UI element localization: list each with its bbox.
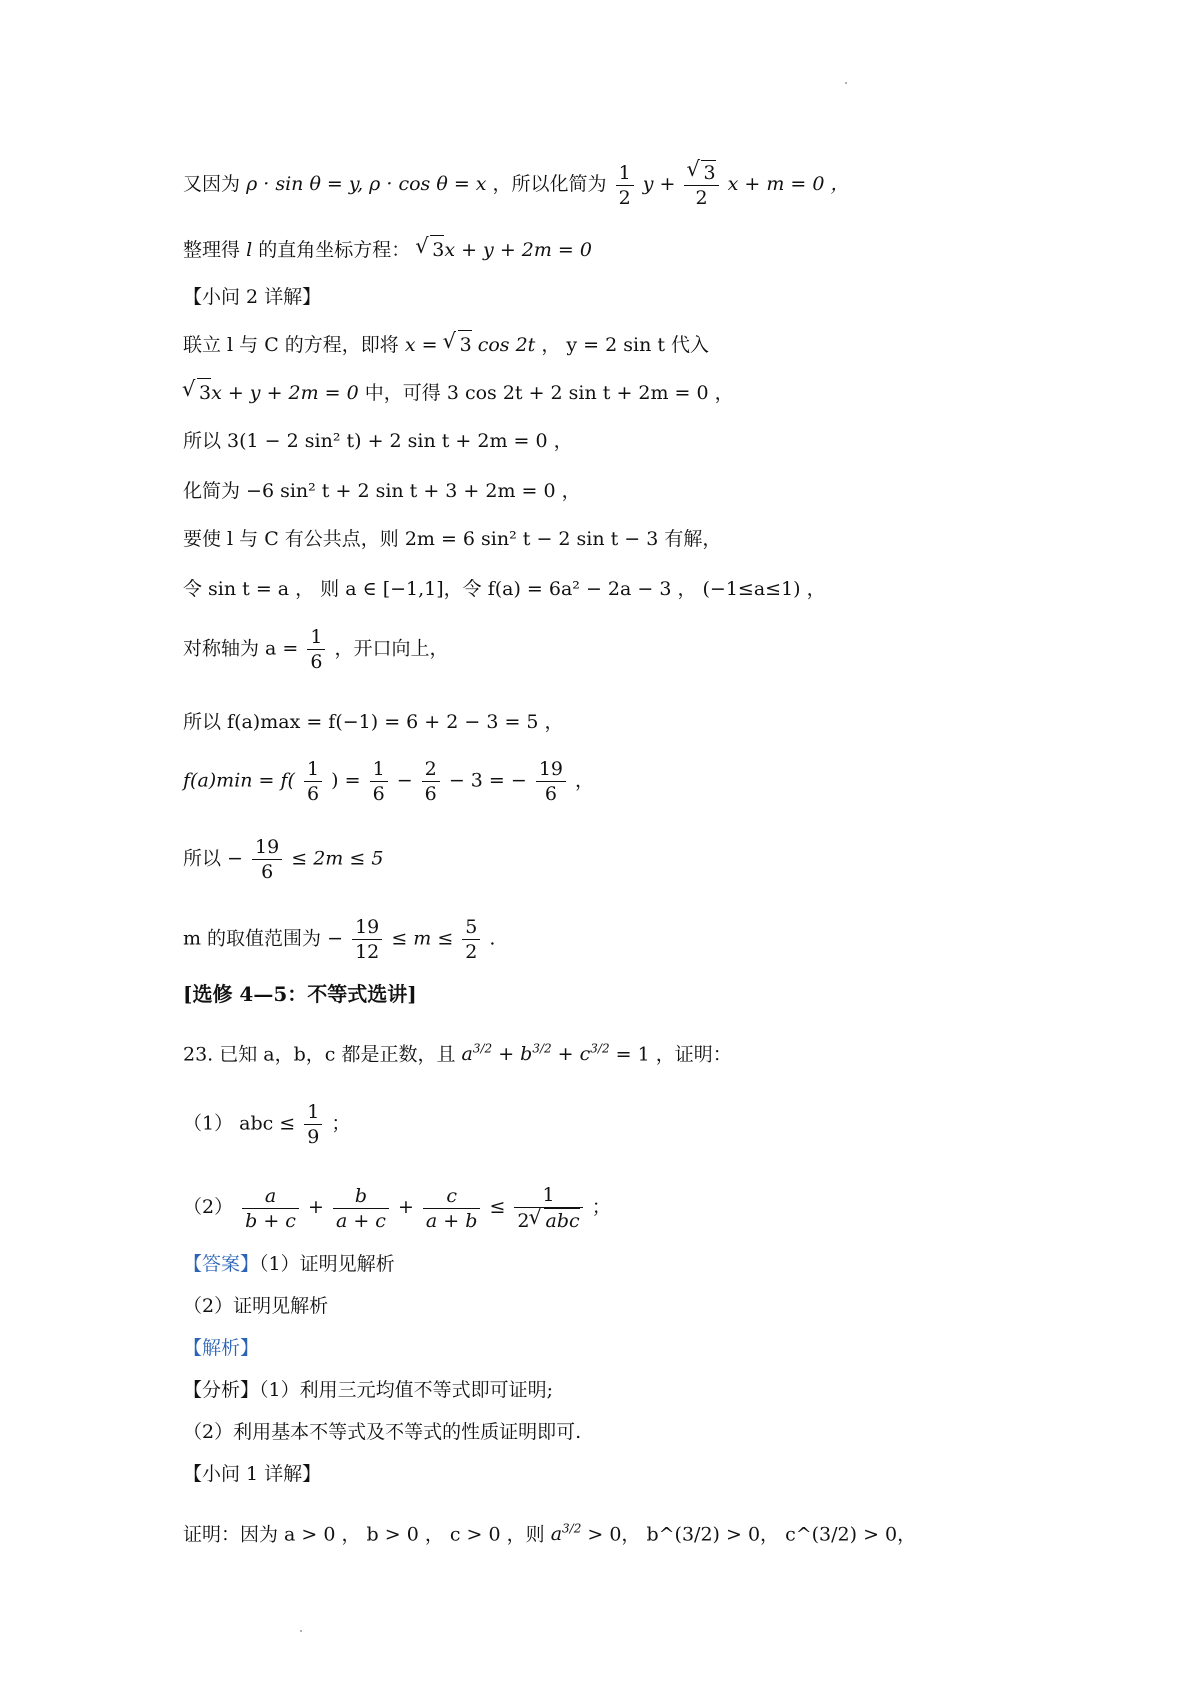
fraction: $\frac{a}{b + c}$: [242, 1184, 299, 1233]
math-expression: x =: [404, 334, 438, 356]
equation-line-7: 要使 l 与 C 有公共点，则 2m = 6 sin² t − 2 sin t − 3 有解，: [183, 528, 722, 550]
math-expression: $a^{3/2} + b^{3/2} + c^{3/2}$: [461, 1042, 610, 1066]
subheading-q1: 【小问 1 详解】: [183, 1463, 322, 1485]
fraction: $\frac{b}{a + c}$: [333, 1184, 389, 1233]
analysis-tag: 【解析】: [183, 1337, 260, 1359]
equation-line-3: [183, 330, 709, 359]
fraction: $\frac{5}{2}$: [462, 915, 480, 964]
fraction: $\frac{1}{6}$: [370, 757, 388, 806]
text: （1）证明见解析: [259, 1253, 395, 1275]
text: 中，可得 3 cos 2t + 2 sin t + 2m = 0 ，: [364, 382, 734, 404]
equation-line-9: [183, 625, 449, 674]
equation-line-5: 所以 3(1 − 2 sin² t) + 2 sin t + 2m = 0 ，: [183, 430, 573, 452]
fraction: $\frac{1}{6}$: [307, 625, 325, 674]
equation-line-12: [183, 835, 383, 884]
equation-line-8: 令 sin t = a ， 则 a ∈ [−1,1]，令 f(a) = 6a² − 2a − 3 ， (−1≤a≤1) ，: [183, 578, 826, 600]
question-23: [183, 1035, 732, 1068]
fraction: $\frac{1}{6}$: [304, 757, 322, 806]
math-expression: ρ · sin θ = y, ρ · cos θ = x: [246, 173, 487, 195]
scan-mark: [300, 1630, 302, 1632]
math-expression: x + m = 0 ，: [727, 173, 850, 195]
math-expression: ≤ 2m ≤ 5: [291, 847, 384, 870]
equation-line-4: [183, 378, 734, 407]
text: 联立 l 与 C 的方程，即将: [183, 334, 399, 356]
proof-line: [183, 1515, 916, 1548]
text: 对称轴为 a =: [183, 637, 299, 660]
fenxi-line-2: （2）利用基本不等式及不等式的性质证明即可.: [183, 1421, 582, 1443]
sqrt: √ 3: [197, 378, 211, 407]
text: m 的取值范围为 −: [183, 927, 344, 950]
section-heading: [选修 4—5：不等式选讲]: [183, 982, 417, 1006]
fraction: $\frac{1}{\text{2√ abc}}$: [514, 1183, 582, 1233]
equation-line-13: m 的取值范围为 − $\frac{19}{12}$ ≤ m ≤ $\frac{5}{2}$ .: [183, 916, 496, 963]
equation-line-6: 化简为 −6 sin² t + 2 sin t + 3 + 2m = 0 ，: [183, 480, 581, 502]
math-expression: ≤ m ≤: [391, 927, 454, 950]
math-var: l: [246, 239, 253, 261]
text: 【分析】: [183, 1379, 260, 1401]
math-expression: f(a)min = f(: [183, 769, 295, 792]
answer-tag: 【答案】: [183, 1253, 260, 1275]
math-var: y: [642, 173, 654, 195]
text: ，开口向上，: [334, 637, 449, 660]
math-expression: $a^{3/2}$: [550, 1522, 582, 1546]
math-expression: x + y + 2m = 0: [211, 382, 359, 404]
equation-line-2: [183, 235, 592, 264]
text: > 0， b^(3/2) > 0， c^(3/2) > 0，: [587, 1523, 917, 1546]
scan-mark: [845, 82, 847, 84]
answer-line-2: （2）证明见解析: [183, 1295, 329, 1317]
text: （1）利用三元均值不等式即可证明;: [259, 1379, 554, 1401]
text: ， y = 2 sin t 代入: [541, 334, 710, 356]
text: （2）: [183, 1196, 234, 1218]
fraction: $\frac{19}{6}$: [252, 835, 282, 884]
question-part-2: （2） $\frac{a}{b + c}$ + $\frac{b}{a + c}$ + $\frac{c}{a + b}$ ≤ $\frac{1}{\text{2√ abc}}$ ；: [183, 1183, 611, 1233]
sqrt: √ 3: [430, 235, 444, 264]
fraction: $\frac{2}{6}$: [422, 757, 440, 806]
fraction: $\frac{19}{6}$: [536, 757, 566, 806]
fraction: √ $\frac{3}{2}$: [684, 160, 718, 210]
text: 证明：因为 a > 0 ， b > 0 ， c > 0 ，则: [183, 1523, 545, 1546]
text: ) =: [331, 769, 361, 792]
equation-line-11: f(a)min = f( $\frac{1}{6}$ ) = $\frac{1}{6}$ − $\frac{2}{6}$ − 3 = − $\frac{19}{6}$ ，: [183, 758, 595, 805]
text: 整理得: [183, 239, 241, 261]
equation-line-10: 所以 f(a)max = f(−1) = 6 + 2 − 3 = 5 ，: [183, 711, 564, 733]
text: 又因为: [183, 173, 241, 195]
answer-line-1: [183, 1250, 395, 1278]
subheading-q2: 【小问 2 详解】: [183, 286, 322, 308]
question-part-1: （1） abc ≤ $\frac{1}{9}$ ；: [183, 1101, 351, 1148]
text: 所以 −: [183, 847, 243, 870]
fraction: $\frac{19}{12}$: [352, 915, 382, 964]
equation-line-1: 又因为 ρ · sin θ = y, ρ · cos θ = x ，所以化简为 $\frac{1}{2}$ y + √ $\frac{3}{2}$ x + m = 0 ，: [183, 160, 849, 210]
math-expression: x + y + 2m = 0: [444, 239, 592, 261]
text: = 1 ，证明：: [615, 1043, 732, 1066]
text: （1） abc ≤: [183, 1112, 296, 1135]
fraction: $\frac{1}{9}$: [304, 1100, 322, 1149]
math-expression: cos 2t: [477, 334, 536, 356]
text: − 3 = −: [448, 769, 527, 792]
fraction: $\frac{1}{2}$: [616, 161, 634, 210]
text: 的直角坐标方程：: [258, 239, 411, 261]
text: 23. 已知 a，b，c 都是正数，且: [183, 1043, 456, 1066]
text: ，所以化简为: [492, 173, 607, 195]
fraction: $\frac{c}{a + b}$: [423, 1184, 481, 1233]
sqrt: √ 3: [458, 330, 472, 359]
fenxi-line-1: [183, 1376, 553, 1404]
